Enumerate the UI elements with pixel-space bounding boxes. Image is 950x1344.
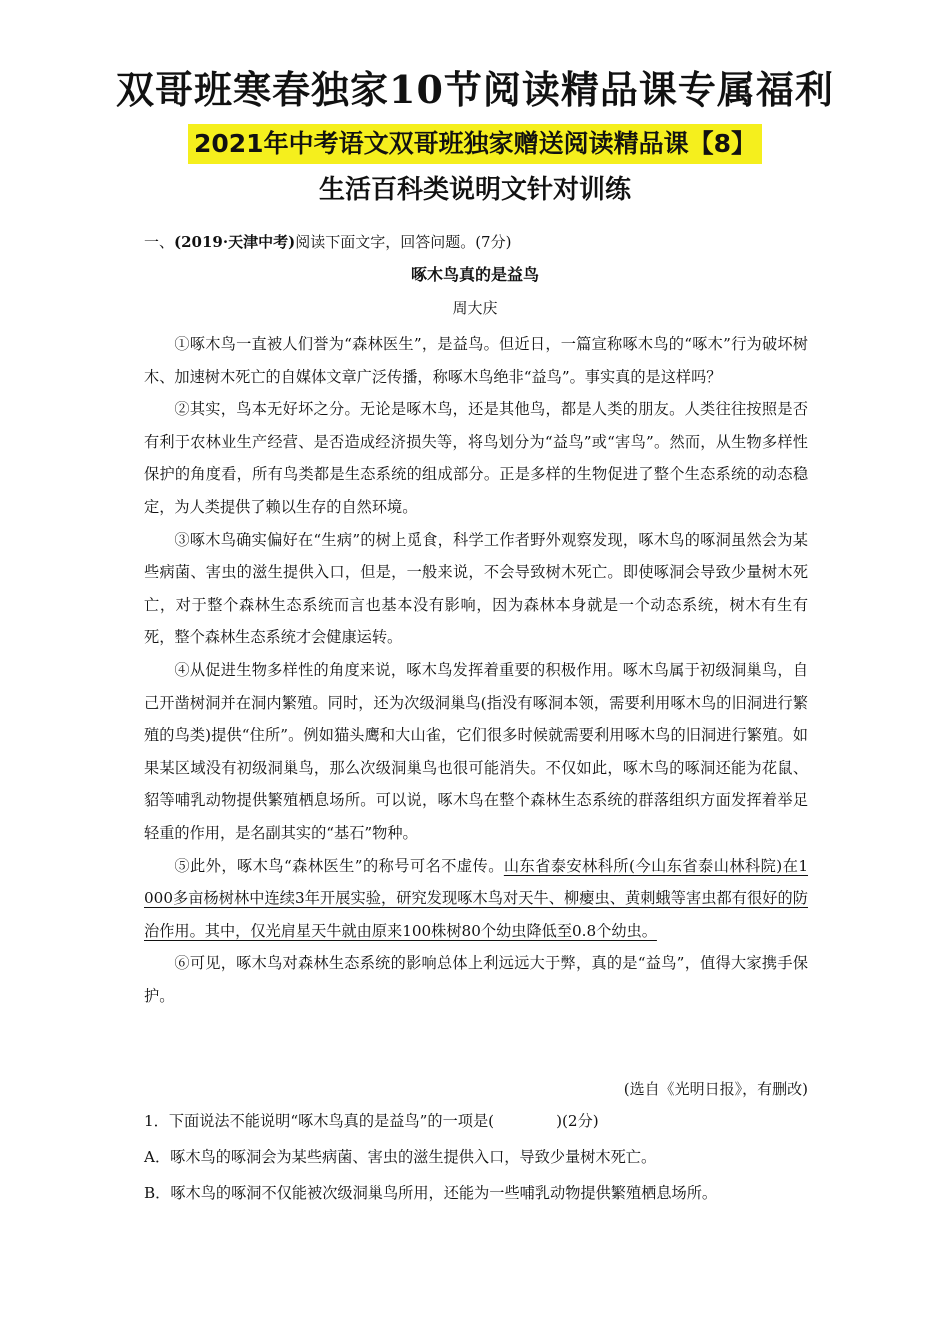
article-body [144, 328, 808, 1012]
paragraph-1: ①啄木鸟一直被人们誉为“森林医生”，是益鸟。但近日，一篇宣称啄木鸟的“啄木”行为破坏树木、加速树木死亡的自媒体文章广泛传播，称啄木鸟绝非“益鸟”。事实真的是这样吗？ [144, 335, 808, 386]
paragraph-6: ⑥可见，啄木鸟对森林生态系统的影响总体上利远远大于弊，真的是“益鸟”，值得大家携手保护。 [144, 954, 808, 1005]
paragraph-4: ④从促进生物多样性的角度来说，啄木鸟发挥着重要的积极作用。啄木鸟属于初级洞巢鸟，自己开凿树洞并在洞内繁殖。同时，还为次级洞巢鸟(指没有啄洞本领，需要利用啄木鸟的旧洞进行繁殖的鸟类)提供“住所”。例如猫头鹰和大山雀，它们很多时候就需要利用啄木鸟的旧洞进行繁殖。如果某区域没有初级洞巢鸟，那么次级洞巢鸟也很可能消失。不仅如此，啄木鸟的啄洞还能为花鼠、貂等哺乳动物提供繁殖栖息场所。可以说，啄木鸟在整个森林生态系统的群落组织方面发挥着举足轻重的作用，是名副其实的“基石”物种。 [144, 660, 808, 842]
paragraph-3: ③啄木鸟确实偏好在“生病”的树上觅食，科学工作者野外观察发现，啄木鸟的啄洞虽然会为某些病菌、害虫的滋生提供入口，但是，一般来说，不会导致树木死亡。即使啄洞会导致少量树木死亡，对于整个森林生态系统而言也基本没有影响，因为森林本身就是一个动态系统，树木有生有死，整个森林生态系统才会健康运转。 [144, 530, 808, 647]
banner-wrap [0, 124, 950, 164]
article-author: 周大庆 [452, 299, 498, 317]
highlight-banner: 2021年中考语文双哥班独家赠送阅读精品课【8】 [188, 124, 762, 164]
paragraph-5 [144, 850, 808, 948]
section-source-tag: (2019·天津中考) [174, 233, 296, 251]
article-title: 啄木鸟真的是益鸟 [410, 265, 539, 284]
paragraph-5-lead: ⑤此外，啄木鸟“森林医生”的称号可名不虚传。 [174, 856, 504, 875]
section-instruction: 阅读下面文字，回答问题。(7分) [295, 233, 512, 251]
main-title: 双哥班寒春独家10节阅读精品课专属福利 [116, 67, 834, 112]
question-1-points: )(2分) [556, 1112, 599, 1130]
option-b: B．啄木鸟的啄洞不仅能被次级洞巢鸟所用，还能为一些哺乳动物提供繁殖栖息场所。 [144, 1184, 718, 1202]
section-heading [144, 230, 511, 254]
paragraph-2: ②其实，鸟本无好坏之分。无论是啄木鸟，还是其他鸟，都是人类的朋友。人类往往按照是否有利于农林业生产经营、是否造成经济损失等，将鸟划分为“益鸟”或“害鸟”。然而，从生物多样性保护的角度看，所有鸟类都是生态系统的组成部分。正是多样的生物促进了整个生态系统的动态稳定，为人类提供了赖以生存的自然环境。 [144, 400, 808, 516]
option-a: A．啄木鸟的啄洞会为某些病菌、害虫的滋生提供入口，导致少量树木死亡。 [144, 1148, 657, 1166]
question-1-stem: 1．下面说法不能说明“啄木鸟真的是益鸟”的一项是( [144, 1112, 495, 1130]
paragraph-5-underlined: 山东省泰安林科所(今山东省泰山林科院)在1 000多亩杨树林中连续3年开展实验，研究发现啄木鸟对天牛、柳瘿虫、黄刺蛾等害虫都有很好的防治作用。其中，仅光肩星天牛就由原来100株树80个幼虫降低至0.8个幼虫。 [144, 856, 809, 940]
question-1 [144, 1109, 599, 1133]
section-number: 一、 [144, 233, 175, 251]
subtitle: 生活百科类说明文针对训练 [318, 175, 631, 205]
source-note: (选自《光明日报》，有删改) [623, 1080, 808, 1098]
